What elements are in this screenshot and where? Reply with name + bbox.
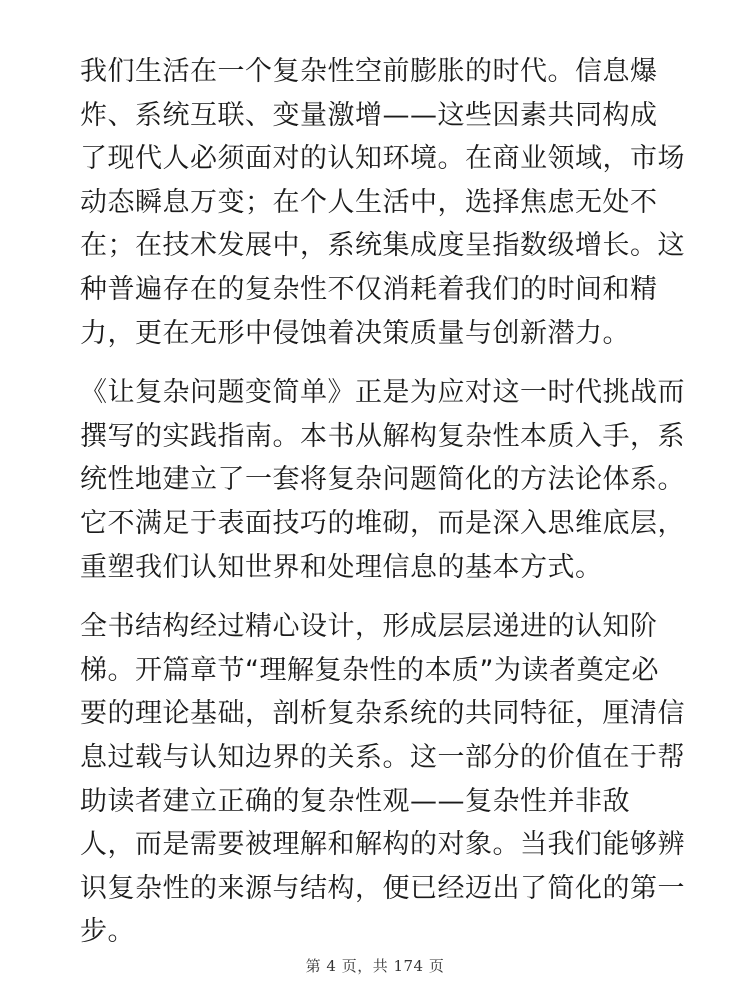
- paragraph-1: [80, 50, 685, 355]
- text-line: 力，更在无形中侵蚀着决策质量与创新潜力。: [80, 317, 630, 349]
- text-line: 梯。开篇章节“理解复杂性的本质”为读者奠定必: [80, 654, 659, 686]
- text-line: 动态瞬息万变；在个人生活中，选择焦虑无处不: [80, 186, 658, 218]
- paragraph-3: [80, 605, 685, 954]
- text-line: 《让复杂问题变简单》正是为应对这一时代挑战而: [80, 377, 685, 409]
- text-line: 了现代人必须面对的认知环境。在商业领域，市场: [80, 143, 685, 175]
- text-line: 重塑我们认知世界和处理信息的基本方式。: [80, 551, 603, 583]
- text-line: 识复杂性的来源与结构，便已经迈出了简化的第一: [80, 872, 685, 904]
- paragraph-2: [80, 371, 685, 589]
- page-number: 第 4 页，共 174 页: [305, 957, 445, 975]
- text-line: 它不满足于表面技巧的堆砌，而是深入思维底层，: [80, 507, 685, 539]
- text-line: 人，而是需要被理解和解构的对象。当我们能够辨: [80, 829, 685, 861]
- text-line: 统性地建立了一套将复杂问题简化的方法论体系。: [80, 464, 685, 496]
- text-line: 全书结构经过精心设计，形成层层递进的认知阶: [80, 611, 658, 643]
- text-line: 息过载与认知边界的关系。这一部分的价值在于帮: [80, 741, 685, 773]
- text-line: 在；在技术发展中，系统集成度呈指数级增长。这: [80, 230, 685, 262]
- text-line: 种普遍存在的复杂性不仅消耗着我们的时间和精: [80, 273, 658, 305]
- body-text: [80, 50, 685, 970]
- text-line: 助读者建立正确的复杂性观——复杂性并非敌: [80, 785, 630, 817]
- text-line: 我们生活在一个复杂性空前膨胀的时代。信息爆: [80, 56, 658, 87]
- text-line: 撰写的实践指南。本书从解构复杂性本质入手，系: [80, 420, 685, 452]
- text-line: 要的理论基础，剖析复杂系统的共同特征，厘清信: [80, 698, 685, 730]
- text-line: 炸、系统互联、变量激增——这些因素共同构成: [80, 99, 658, 131]
- text-line: 步。: [80, 916, 135, 948]
